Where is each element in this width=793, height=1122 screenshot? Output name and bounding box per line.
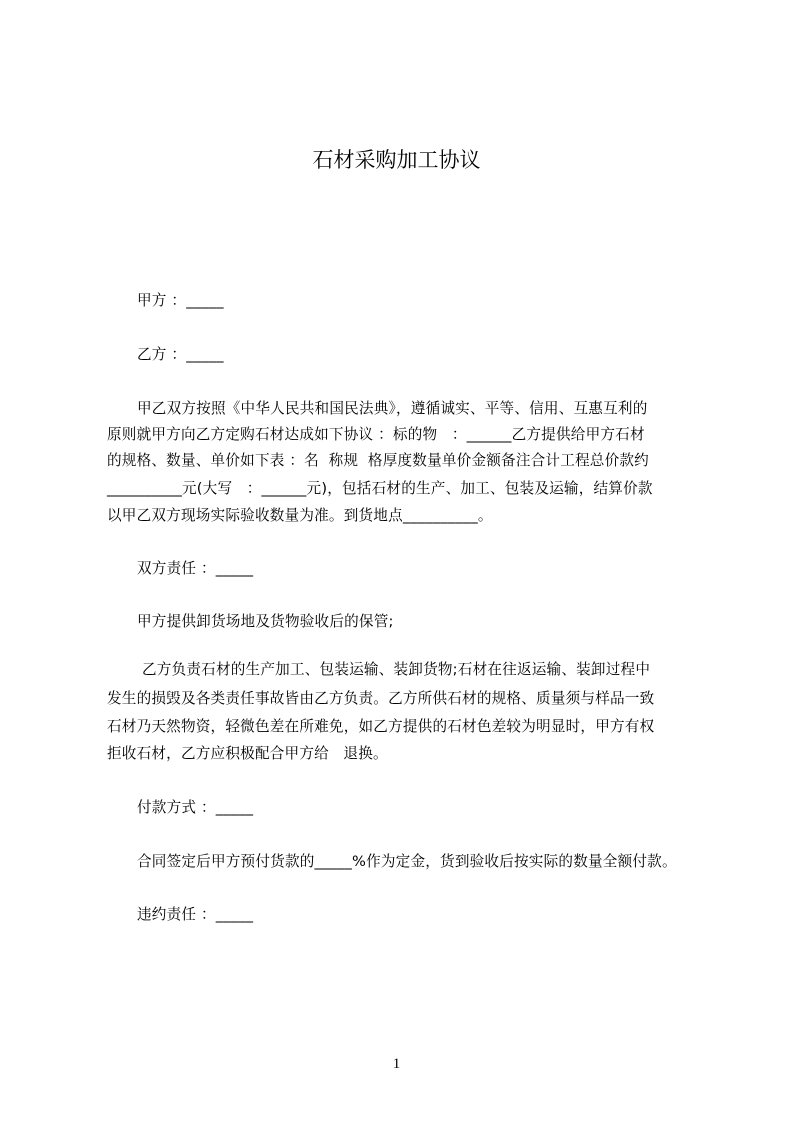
document-title: 石材采购加工协议 [312, 148, 481, 172]
section-heading: 违约责任 ：_____ [137, 906, 254, 923]
paragraph-line: 合同签定后甲方预付货款的_____%作为定金，货到验收后按实际的数量全额付款。 [137, 853, 677, 870]
paragraph-line: 以甲乙双方现场实际验收数量为准。到货地点__________。 [107, 507, 493, 524]
party-b-line: 乙方 ：_____ [137, 346, 224, 363]
paragraph-line: 甲乙双方按照《中华人民共和国民法典》，遵循诚实、平等、信用、互惠互利的 [137, 400, 648, 417]
paragraph-line: __________元(大写 ：______元)，包括石材的生产、加工、包装及运输，结算价款 [107, 480, 653, 497]
section-heading: 付款方式 ：_____ [137, 799, 254, 816]
page-number: 1 [392, 1056, 401, 1072]
paragraph-line: 的规格、数量、单价如下表 ：名 称规 格厚度数量单价金额备注合计工程总价款约 [107, 452, 649, 469]
paragraph-line: 发生的损毁及各类责任事故皆由乙方负责。乙方所供石材的规格、质量须与样品一致 [107, 690, 655, 707]
paragraph-line: 拒收石材，乙方应积极配合甲方给 退换。 [107, 745, 388, 762]
paragraph-line: 甲方提供卸货场地及货物验收后的保管; [137, 613, 394, 630]
paragraph-line: 原则就甲方向乙方定购石材达成如下协议 ：标的物 ：______乙方提供给甲方石材 [107, 426, 645, 443]
paragraph-line: 石材乃天然物资，轻微色差在所难免，如乙方提供的石材色差较为明显时，甲方有权 [107, 718, 655, 735]
section-heading: 双方责任 ：_____ [137, 560, 254, 577]
party-a-line: 甲方 ：_____ [137, 292, 224, 309]
paragraph-line: 乙方负责石材的生产加工、包装运输、装卸货物;石材在往返运输、装卸过程中 [142, 661, 651, 678]
